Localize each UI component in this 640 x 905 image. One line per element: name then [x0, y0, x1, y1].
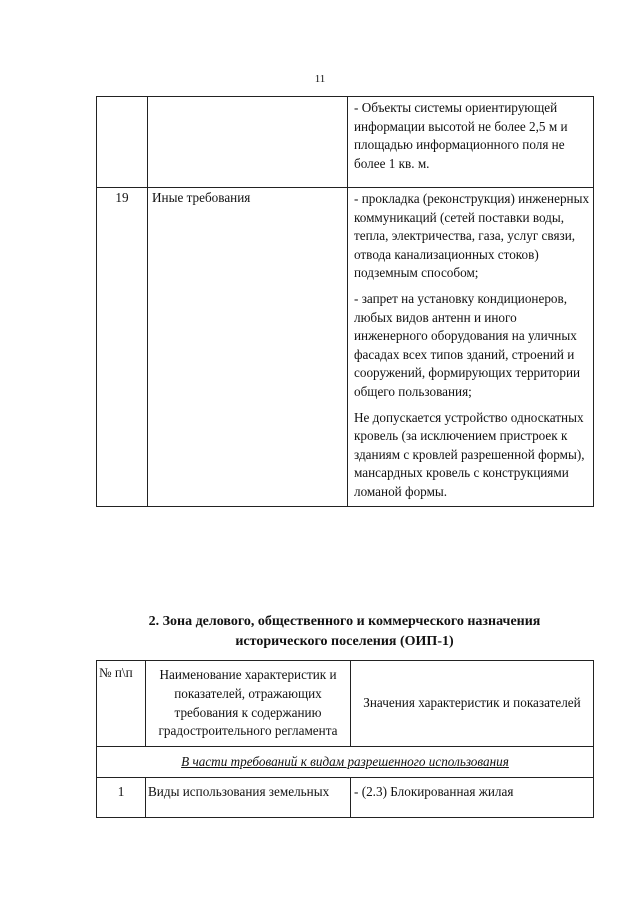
requirements-table-continued	[96, 96, 594, 507]
value-paragraph: Не допускается устройство односкатных кровель (за исключением пристроек к зданиям с кровлей разрешенной формы), мансардных кровель с конструкциями ломаной формы.	[354, 409, 585, 499]
row-name: Иные требования	[148, 188, 348, 507]
section-title-line1: 2. Зона делового, общественного и коммерческого назначения	[148, 614, 541, 629]
row-value: - (2.3) Блокированная жилая	[351, 778, 594, 818]
row-values	[348, 188, 594, 507]
row-name	[148, 97, 348, 188]
value-paragraph: - прокладка (реконструкция) инженерных коммуникаций (сетей поставки воды, тепла, электричества, газа, услуг связи, отвода канализационных стоков) подземным способом;	[354, 191, 590, 281]
table-header-row	[97, 661, 594, 747]
page-number: 11	[314, 73, 326, 85]
section-title-line2: исторического поселения (ОИП-1)	[235, 634, 454, 649]
header-name: Наименование характеристик и показателей, отражающих требования к содержанию градостроительного регламента	[146, 661, 351, 747]
table-row	[97, 778, 594, 818]
table-row	[97, 97, 594, 188]
value-paragraph: - Объекты системы ориентирующей информации высотой не более 2,5 м и площадью информационного поля не более 1 кв. м.	[354, 100, 568, 171]
subheading: В части требований к видам разрешенного использования	[97, 747, 594, 778]
section-title	[96, 612, 593, 652]
row-number: 1	[97, 778, 146, 818]
row-number	[97, 97, 148, 188]
header-values: Значения характеристик и показателей	[351, 661, 594, 747]
table-subheading-row	[97, 747, 594, 778]
value-paragraph: - запрет на установку кондиционеров, любых видов антенн и иного инженерного оборудования на уличных фасадах всех типов зданий, строений и сооружений, формирующих территории общего пользования;	[354, 290, 581, 399]
row-name: Виды использования земельных	[146, 778, 351, 818]
row-values	[348, 97, 594, 188]
header-number: № п\п	[97, 661, 146, 747]
row-number: 19	[97, 188, 148, 507]
table-row	[97, 188, 594, 507]
zone-requirements-table	[96, 660, 594, 818]
